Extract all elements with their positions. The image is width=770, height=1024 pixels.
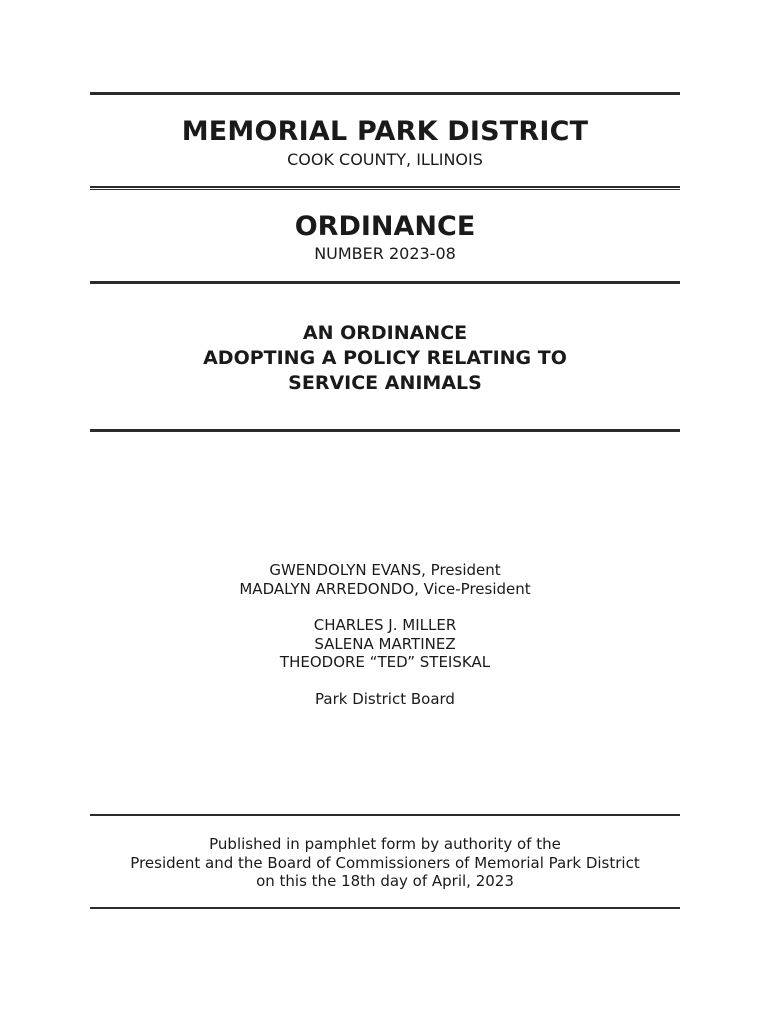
ordinance-divider [90, 281, 680, 284]
board-member: SALENA MARTINEZ [314, 634, 456, 653]
ordinance-subject [0, 321, 770, 396]
district-header [0, 116, 770, 170]
subject-line: SERVICE ANIMALS [288, 372, 482, 394]
board-listing [0, 561, 770, 708]
district-name: MEMORIAL PARK DISTRICT [181, 116, 589, 147]
publication-line: on this the 18th day of April, 2023 [256, 872, 514, 890]
header-divider [90, 186, 680, 190]
district-location: COOK COUNTY, ILLINOIS [287, 150, 483, 169]
subject-line: AN ORDINANCE [302, 322, 468, 344]
publication-line: President and the Board of Commissioners of Memorial Park District [130, 853, 640, 872]
board-label: Park District Board [315, 689, 455, 708]
ordinance-title: ORDINANCE [294, 211, 476, 242]
top-rule [90, 92, 680, 95]
board-member: CHARLES J. MILLER [313, 616, 457, 634]
publication-line: Published in pamphlet form by authority of the [209, 835, 561, 853]
subject-divider [90, 429, 680, 432]
board-member: THEODORE “TED” STEISKAL [279, 653, 491, 671]
publication-notice [0, 835, 770, 891]
board-officer: GWENDOLYN EVANS, President [269, 561, 501, 579]
ordinance-number: NUMBER 2023-08 [314, 244, 456, 263]
footer-top-rule [90, 814, 680, 816]
ordinance-header [0, 211, 770, 264]
subject-line: ADOPTING A POLICY RELATING TO [203, 347, 567, 369]
board-officer: MADALYN ARREDONDO, Vice-President [239, 579, 531, 598]
bottom-rule [90, 907, 680, 909]
